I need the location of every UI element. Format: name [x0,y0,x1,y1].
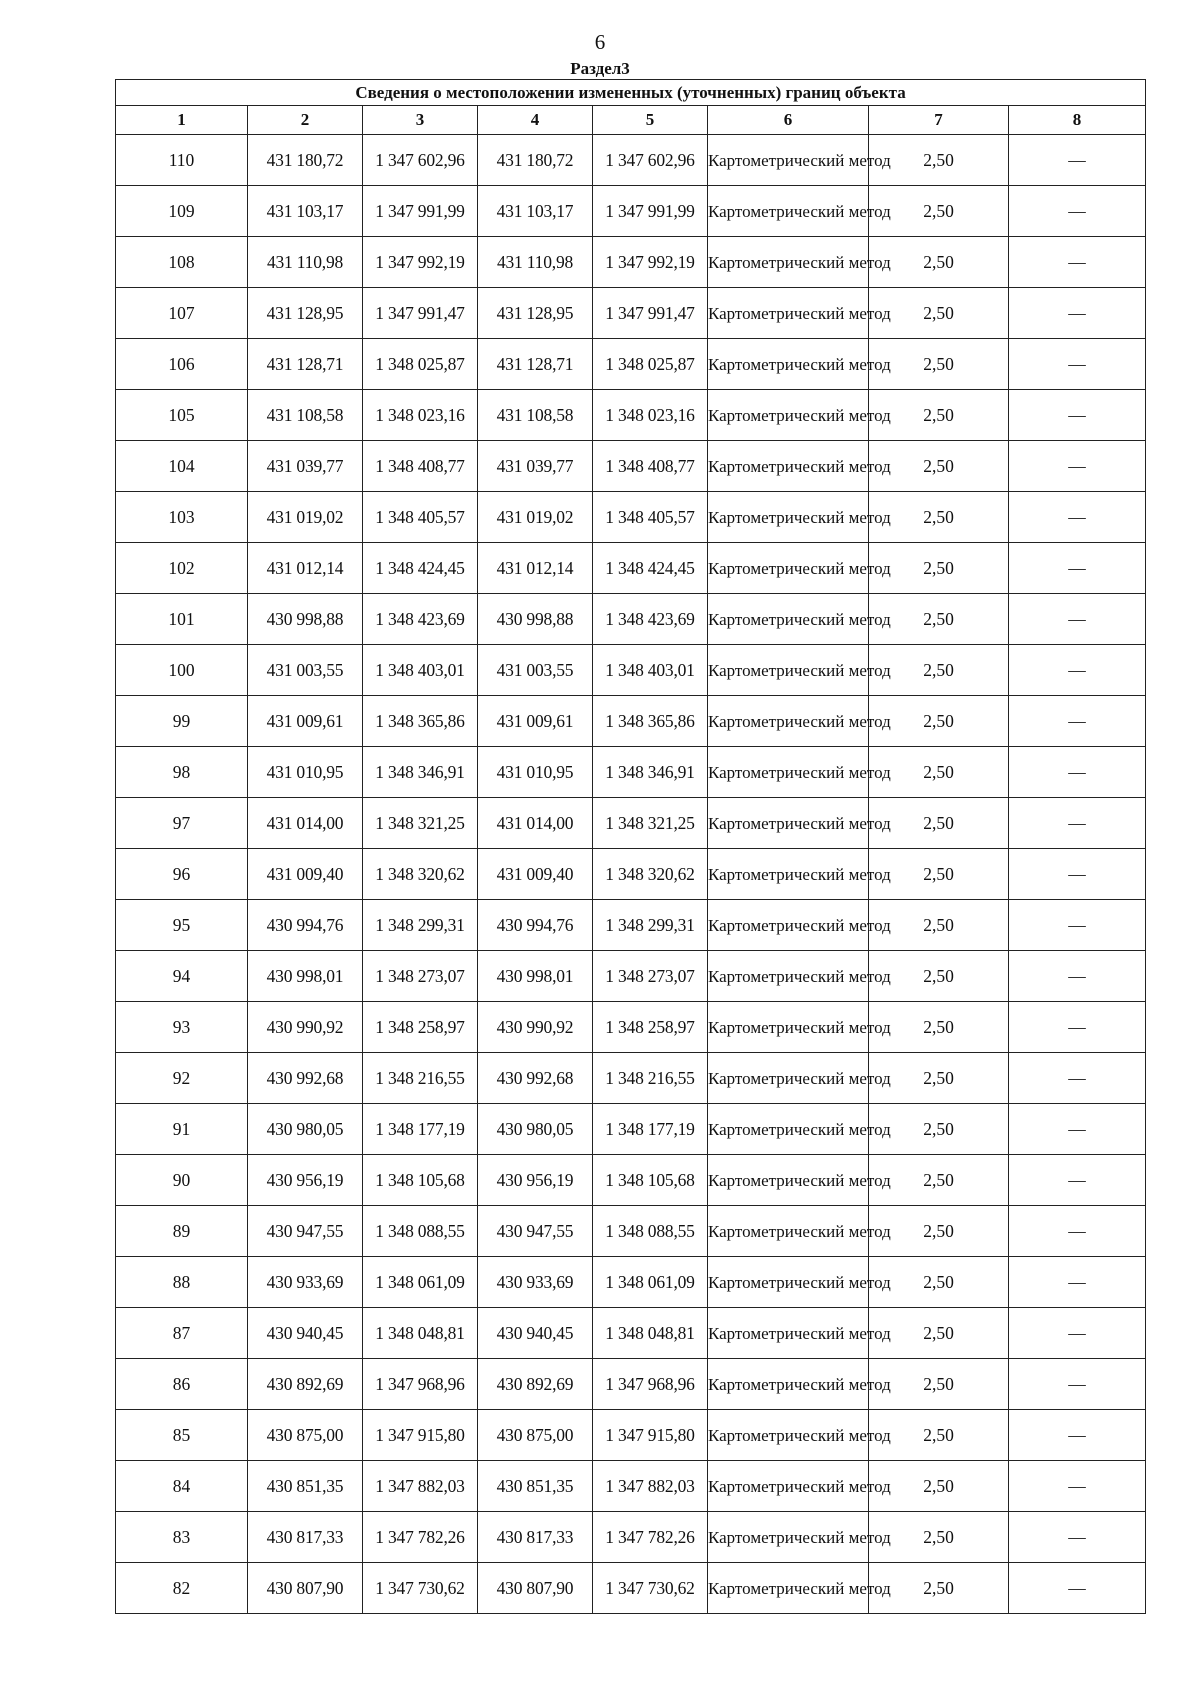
method-cell: Картометрический метод [708,849,869,900]
x-old-cell: 430 947,55 [248,1206,363,1257]
y-old-cell: 1 348 061,09 [363,1257,478,1308]
table-row [116,849,1146,900]
method-cell: Картометрический метод [708,1410,869,1461]
x-new-cell: 430 933,69 [478,1257,593,1308]
point-number-cell: 101 [116,594,248,645]
table-row [116,1104,1146,1155]
y-old-cell: 1 347 915,80 [363,1410,478,1461]
method-cell: Картометрический метод [708,186,869,237]
x-old-cell: 430 980,05 [248,1104,363,1155]
description-cell: — [1009,1155,1146,1206]
accuracy-cell: 2,50 [869,1104,1009,1155]
y-old-cell: 1 348 346,91 [363,747,478,798]
y-new-cell: 1 348 061,09 [593,1257,708,1308]
table-title: Сведения о местоположении измененных (уточненных) границ объекта [116,80,1146,106]
x-new-cell: 430 940,45 [478,1308,593,1359]
x-old-cell: 430 992,68 [248,1053,363,1104]
accuracy-cell: 2,50 [869,390,1009,441]
x-old-cell: 431 019,02 [248,492,363,543]
point-number-cell: 104 [116,441,248,492]
page-number: 6 [594,30,606,54]
table-body [116,135,1146,1614]
method-cell: Картометрический метод [708,951,869,1002]
table-row [116,441,1146,492]
description-cell: — [1009,1461,1146,1512]
accuracy-cell: 2,50 [869,1002,1009,1053]
description-cell: — [1009,1512,1146,1563]
y-new-cell: 1 347 991,47 [593,288,708,339]
y-new-cell: 1 348 346,91 [593,747,708,798]
x-new-cell: 430 807,90 [478,1563,593,1614]
description-cell: — [1009,1053,1146,1104]
description-cell: — [1009,1563,1146,1614]
y-old-cell: 1 348 403,01 [363,645,478,696]
x-old-cell: 431 128,95 [248,288,363,339]
method-cell: Картометрический метод [708,1104,869,1155]
description-cell: — [1009,696,1146,747]
x-old-cell: 430 933,69 [248,1257,363,1308]
description-cell: — [1009,135,1146,186]
table-row [116,1053,1146,1104]
point-number-cell: 88 [116,1257,248,1308]
x-new-cell: 431 010,95 [478,747,593,798]
description-cell: — [1009,1257,1146,1308]
point-number-cell: 98 [116,747,248,798]
x-new-cell: 430 994,76 [478,900,593,951]
y-old-cell: 1 348 299,31 [363,900,478,951]
point-number-cell: 103 [116,492,248,543]
accuracy-cell: 2,50 [869,951,1009,1002]
x-new-cell: 431 019,02 [478,492,593,543]
x-old-cell: 431 039,77 [248,441,363,492]
y-new-cell: 1 347 992,19 [593,237,708,288]
table-row [116,900,1146,951]
y-old-cell: 1 347 882,03 [363,1461,478,1512]
x-new-cell: 431 003,55 [478,645,593,696]
method-cell: Картометрический метод [708,441,869,492]
x-new-cell: 431 009,40 [478,849,593,900]
description-cell: — [1009,288,1146,339]
x-new-cell: 430 875,00 [478,1410,593,1461]
table-row [116,1512,1146,1563]
x-old-cell: 430 990,92 [248,1002,363,1053]
table-row [116,237,1146,288]
y-old-cell: 1 348 048,81 [363,1308,478,1359]
y-old-cell: 1 348 273,07 [363,951,478,1002]
point-number-cell: 92 [116,1053,248,1104]
method-cell: Картометрический метод [708,696,869,747]
table-row [116,1257,1146,1308]
x-new-cell: 430 992,68 [478,1053,593,1104]
x-old-cell: 431 128,71 [248,339,363,390]
x-new-cell: 430 998,01 [478,951,593,1002]
y-old-cell: 1 347 730,62 [363,1563,478,1614]
point-number-cell: 85 [116,1410,248,1461]
method-cell: Картометрический метод [708,237,869,288]
x-old-cell: 430 807,90 [248,1563,363,1614]
column-header: 5 [593,106,708,135]
accuracy-cell: 2,50 [869,594,1009,645]
x-new-cell: 431 180,72 [478,135,593,186]
accuracy-cell: 2,50 [869,1461,1009,1512]
x-old-cell: 430 998,01 [248,951,363,1002]
method-cell: Картометрический метод [708,1308,869,1359]
x-new-cell: 430 817,33 [478,1512,593,1563]
point-number-cell: 108 [116,237,248,288]
y-new-cell: 1 347 782,26 [593,1512,708,1563]
y-new-cell: 1 347 730,62 [593,1563,708,1614]
x-old-cell: 430 817,33 [248,1512,363,1563]
x-old-cell: 431 103,17 [248,186,363,237]
point-number-cell: 89 [116,1206,248,1257]
y-new-cell: 1 347 602,96 [593,135,708,186]
y-new-cell: 1 348 216,55 [593,1053,708,1104]
y-new-cell: 1 348 177,19 [593,1104,708,1155]
x-new-cell: 431 128,71 [478,339,593,390]
point-number-cell: 110 [116,135,248,186]
x-new-cell: 431 009,61 [478,696,593,747]
x-new-cell: 431 108,58 [478,390,593,441]
accuracy-cell: 2,50 [869,1206,1009,1257]
y-new-cell: 1 348 320,62 [593,849,708,900]
y-old-cell: 1 348 423,69 [363,594,478,645]
table-row [116,186,1146,237]
x-old-cell: 430 875,00 [248,1410,363,1461]
point-number-cell: 90 [116,1155,248,1206]
accuracy-cell: 2,50 [869,1257,1009,1308]
x-old-cell: 431 012,14 [248,543,363,594]
column-header: 2 [248,106,363,135]
description-cell: — [1009,543,1146,594]
method-cell: Картометрический метод [708,543,869,594]
method-cell: Картометрический метод [708,390,869,441]
description-cell: — [1009,390,1146,441]
table-row [116,1155,1146,1206]
y-new-cell: 1 348 405,57 [593,492,708,543]
y-old-cell: 1 348 216,55 [363,1053,478,1104]
y-new-cell: 1 348 423,69 [593,594,708,645]
x-old-cell: 430 851,35 [248,1461,363,1512]
accuracy-cell: 2,50 [869,186,1009,237]
x-old-cell: 430 998,88 [248,594,363,645]
method-cell: Картометрический метод [708,135,869,186]
y-new-cell: 1 347 991,99 [593,186,708,237]
header-row [116,106,1146,135]
table-row [116,1206,1146,1257]
x-new-cell: 430 998,88 [478,594,593,645]
accuracy-cell: 2,50 [869,135,1009,186]
column-header: 3 [363,106,478,135]
point-number-cell: 83 [116,1512,248,1563]
x-new-cell: 431 014,00 [478,798,593,849]
method-cell: Картометрический метод [708,1461,869,1512]
x-old-cell: 431 009,40 [248,849,363,900]
accuracy-cell: 2,50 [869,543,1009,594]
table-row [116,1461,1146,1512]
accuracy-cell: 2,50 [869,441,1009,492]
x-old-cell: 430 892,69 [248,1359,363,1410]
y-new-cell: 1 348 088,55 [593,1206,708,1257]
y-old-cell: 1 348 365,86 [363,696,478,747]
y-old-cell: 1 347 992,19 [363,237,478,288]
y-new-cell: 1 348 299,31 [593,900,708,951]
method-cell: Картометрический метод [708,1053,869,1104]
point-number-cell: 97 [116,798,248,849]
accuracy-cell: 2,50 [869,288,1009,339]
table-row [116,594,1146,645]
description-cell: — [1009,237,1146,288]
description-cell: — [1009,645,1146,696]
table-row [116,339,1146,390]
description-cell: — [1009,798,1146,849]
method-cell: Картометрический метод [708,747,869,798]
x-new-cell: 431 103,17 [478,186,593,237]
y-new-cell: 1 348 321,25 [593,798,708,849]
accuracy-cell: 2,50 [869,1563,1009,1614]
accuracy-cell: 2,50 [869,1053,1009,1104]
x-old-cell: 430 994,76 [248,900,363,951]
x-new-cell: 430 990,92 [478,1002,593,1053]
point-number-cell: 82 [116,1563,248,1614]
y-old-cell: 1 347 602,96 [363,135,478,186]
y-old-cell: 1 347 991,99 [363,186,478,237]
point-number-cell: 96 [116,849,248,900]
y-new-cell: 1 348 025,87 [593,339,708,390]
method-cell: Картометрический метод [708,1257,869,1308]
table-row [116,747,1146,798]
y-new-cell: 1 348 258,97 [593,1002,708,1053]
point-number-cell: 105 [116,390,248,441]
point-number-cell: 95 [116,900,248,951]
x-new-cell: 430 956,19 [478,1155,593,1206]
accuracy-cell: 2,50 [869,492,1009,543]
section-label: Раздел3 [570,59,630,78]
x-old-cell: 431 009,61 [248,696,363,747]
y-new-cell: 1 348 408,77 [593,441,708,492]
table-row [116,135,1146,186]
y-old-cell: 1 348 321,25 [363,798,478,849]
x-new-cell: 431 110,98 [478,237,593,288]
point-number-cell: 107 [116,288,248,339]
y-new-cell: 1 348 365,86 [593,696,708,747]
x-old-cell: 430 940,45 [248,1308,363,1359]
x-old-cell: 431 014,00 [248,798,363,849]
y-new-cell: 1 348 403,01 [593,645,708,696]
method-cell: Картометрический метод [708,288,869,339]
accuracy-cell: 2,50 [869,237,1009,288]
method-cell: Картометрический метод [708,1155,869,1206]
x-new-cell: 430 980,05 [478,1104,593,1155]
method-cell: Картометрический метод [708,339,869,390]
y-old-cell: 1 348 258,97 [363,1002,478,1053]
y-old-cell: 1 348 408,77 [363,441,478,492]
y-new-cell: 1 347 915,80 [593,1410,708,1461]
point-number-cell: 84 [116,1461,248,1512]
y-new-cell: 1 348 105,68 [593,1155,708,1206]
method-cell: Картометрический метод [708,900,869,951]
accuracy-cell: 2,50 [869,1155,1009,1206]
table-row [116,951,1146,1002]
point-number-cell: 91 [116,1104,248,1155]
point-number-cell: 93 [116,1002,248,1053]
description-cell: — [1009,1308,1146,1359]
description-cell: — [1009,1410,1146,1461]
table-row [116,288,1146,339]
y-old-cell: 1 348 320,62 [363,849,478,900]
x-old-cell: 431 003,55 [248,645,363,696]
accuracy-cell: 2,50 [869,849,1009,900]
y-old-cell: 1 348 105,68 [363,1155,478,1206]
column-header: 6 [708,106,869,135]
description-cell: — [1009,951,1146,1002]
x-new-cell: 430 892,69 [478,1359,593,1410]
point-number-cell: 100 [116,645,248,696]
x-old-cell: 431 010,95 [248,747,363,798]
column-header: 7 [869,106,1009,135]
accuracy-cell: 2,50 [869,696,1009,747]
accuracy-cell: 2,50 [869,339,1009,390]
table-row [116,1359,1146,1410]
point-number-cell: 87 [116,1308,248,1359]
accuracy-cell: 2,50 [869,1512,1009,1563]
y-new-cell: 1 347 882,03 [593,1461,708,1512]
method-cell: Картометрический метод [708,492,869,543]
description-cell: — [1009,1206,1146,1257]
x-new-cell: 430 851,35 [478,1461,593,1512]
y-old-cell: 1 348 424,45 [363,543,478,594]
y-new-cell: 1 348 424,45 [593,543,708,594]
description-cell: — [1009,186,1146,237]
description-cell: — [1009,441,1146,492]
table-row [116,1002,1146,1053]
column-header: 1 [116,106,248,135]
x-old-cell: 431 110,98 [248,237,363,288]
method-cell: Картометрический метод [708,1206,869,1257]
method-cell: Картометрический метод [708,1512,869,1563]
table-row [116,543,1146,594]
x-old-cell: 431 180,72 [248,135,363,186]
y-old-cell: 1 347 782,26 [363,1512,478,1563]
point-number-cell: 109 [116,186,248,237]
y-old-cell: 1 347 991,47 [363,288,478,339]
description-cell: — [1009,900,1146,951]
y-old-cell: 1 348 023,16 [363,390,478,441]
x-old-cell: 430 956,19 [248,1155,363,1206]
point-number-cell: 99 [116,696,248,747]
x-old-cell: 431 108,58 [248,390,363,441]
table-row [116,645,1146,696]
method-cell: Картометрический метод [708,1563,869,1614]
accuracy-cell: 2,50 [869,747,1009,798]
accuracy-cell: 2,50 [869,1308,1009,1359]
x-new-cell: 431 039,77 [478,441,593,492]
method-cell: Картометрический метод [708,798,869,849]
y-old-cell: 1 348 088,55 [363,1206,478,1257]
column-header: 8 [1009,106,1146,135]
accuracy-cell: 2,50 [869,1359,1009,1410]
y-old-cell: 1 348 177,19 [363,1104,478,1155]
x-new-cell: 431 012,14 [478,543,593,594]
table-row [116,696,1146,747]
description-cell: — [1009,339,1146,390]
point-number-cell: 86 [116,1359,248,1410]
method-cell: Картометрический метод [708,1002,869,1053]
x-new-cell: 430 947,55 [478,1206,593,1257]
y-new-cell: 1 348 023,16 [593,390,708,441]
method-cell: Картометрический метод [708,1359,869,1410]
y-old-cell: 1 347 968,96 [363,1359,478,1410]
y-old-cell: 1 348 405,57 [363,492,478,543]
accuracy-cell: 2,50 [869,1410,1009,1461]
table-row [116,1308,1146,1359]
column-header: 4 [478,106,593,135]
point-number-cell: 106 [116,339,248,390]
description-cell: — [1009,849,1146,900]
description-cell: — [1009,594,1146,645]
description-cell: — [1009,492,1146,543]
table-row [116,798,1146,849]
point-number-cell: 94 [116,951,248,1002]
table-row [116,1563,1146,1614]
table-row [116,390,1146,441]
coordinates-table [115,79,1146,1614]
description-cell: — [1009,1359,1146,1410]
method-cell: Картометрический метод [708,645,869,696]
description-cell: — [1009,1002,1146,1053]
y-new-cell: 1 348 273,07 [593,951,708,1002]
x-new-cell: 431 128,95 [478,288,593,339]
description-cell: — [1009,747,1146,798]
method-cell: Картометрический метод [708,594,869,645]
y-new-cell: 1 347 968,96 [593,1359,708,1410]
description-cell: — [1009,1104,1146,1155]
point-number-cell: 102 [116,543,248,594]
table-row [116,1410,1146,1461]
accuracy-cell: 2,50 [869,798,1009,849]
table-row [116,492,1146,543]
accuracy-cell: 2,50 [869,645,1009,696]
accuracy-cell: 2,50 [869,900,1009,951]
y-new-cell: 1 348 048,81 [593,1308,708,1359]
y-old-cell: 1 348 025,87 [363,339,478,390]
